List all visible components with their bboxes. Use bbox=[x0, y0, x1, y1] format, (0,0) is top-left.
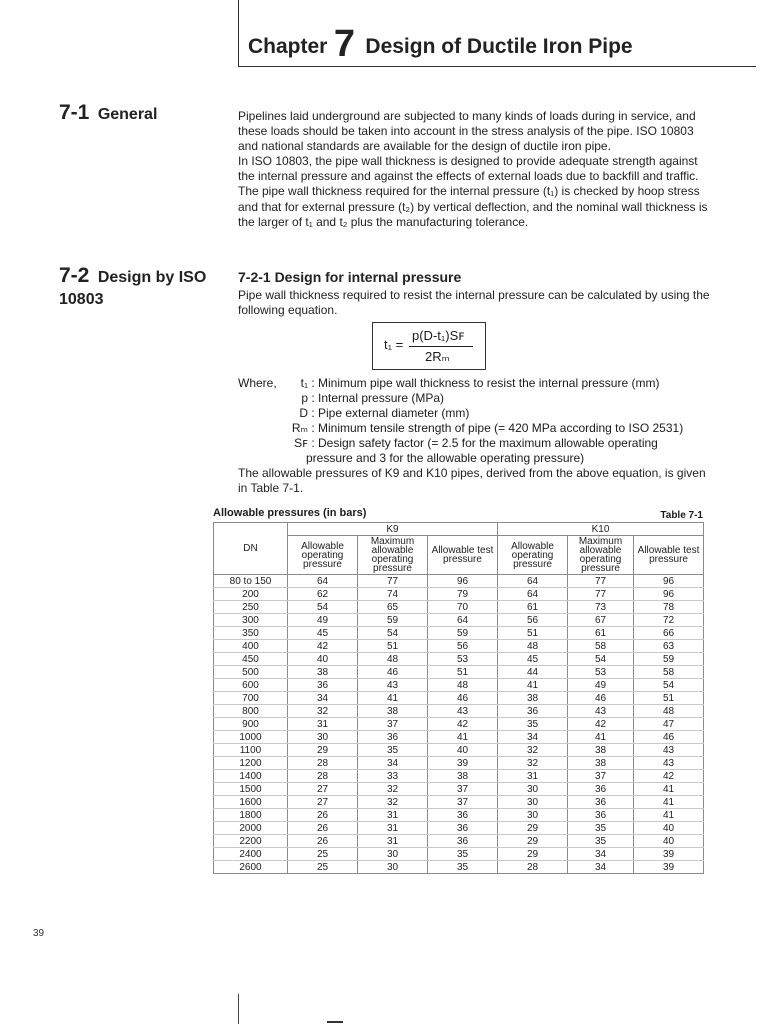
pressure-cell: 34 bbox=[568, 848, 634, 861]
pressure-cell: 96 bbox=[634, 575, 704, 588]
dn-cell: 80 to 150 bbox=[214, 575, 288, 588]
table-label: Table 7-1 bbox=[660, 510, 703, 521]
section-number: 7-2 bbox=[59, 264, 90, 287]
definition-text: Pipe external diameter (mm) bbox=[318, 406, 470, 421]
pressure-cell: 54 bbox=[568, 653, 634, 666]
definition-continuation: pressure and 3 for the allowable operating pressure) bbox=[306, 451, 585, 466]
pressure-cell: 34 bbox=[358, 757, 428, 770]
dn-cell: 400 bbox=[214, 640, 288, 653]
table-row bbox=[214, 653, 704, 666]
pressure-cell: 34 bbox=[498, 731, 568, 744]
pressure-cell: 38 bbox=[568, 757, 634, 770]
pressure-cell: 78 bbox=[634, 601, 704, 614]
section-number: 7-1 bbox=[59, 101, 90, 124]
table-row bbox=[214, 679, 704, 692]
pressure-cell: 38 bbox=[358, 705, 428, 718]
dn-cell: 600 bbox=[214, 679, 288, 692]
table-row bbox=[214, 705, 704, 718]
pressure-cell: 27 bbox=[288, 796, 358, 809]
section-title: General bbox=[97, 106, 158, 123]
dn-cell: 1800 bbox=[214, 809, 288, 822]
pressure-cell: 30 bbox=[498, 796, 568, 809]
pressure-cell: 36 bbox=[358, 731, 428, 744]
pressure-cell: 64 bbox=[498, 588, 568, 601]
table-row bbox=[214, 770, 704, 783]
pressure-cell: 25 bbox=[288, 861, 358, 874]
header-horizontal-rule bbox=[238, 66, 756, 67]
pressure-cell: 36 bbox=[428, 835, 498, 848]
pressure-cell: 32 bbox=[358, 796, 428, 809]
pressure-cell: 42 bbox=[288, 640, 358, 653]
pressure-cell: 30 bbox=[288, 731, 358, 744]
pressure-cell: 44 bbox=[498, 666, 568, 679]
page-number: 39 bbox=[33, 928, 45, 939]
pressure-cell: 38 bbox=[568, 744, 634, 757]
pressure-cell: 40 bbox=[634, 822, 704, 835]
pressure-cell: 43 bbox=[428, 705, 498, 718]
dn-cell: 1200 bbox=[214, 757, 288, 770]
dn-cell: 900 bbox=[214, 718, 288, 731]
pressure-cell: 43 bbox=[634, 757, 704, 770]
general-text bbox=[238, 109, 713, 230]
dn-cell: 2600 bbox=[214, 861, 288, 874]
formula-numerator: p(D-t₁)Sꜰ bbox=[412, 328, 465, 343]
definition-text: Minimum pipe wall thickness to resist the internal pressure (mm) bbox=[318, 376, 660, 390]
pressure-cell: 35 bbox=[428, 848, 498, 861]
pressure-cell: 53 bbox=[428, 653, 498, 666]
pressure-cell: 43 bbox=[568, 705, 634, 718]
pressure-cell: 35 bbox=[568, 835, 634, 848]
pressure-cell: 61 bbox=[568, 627, 634, 640]
pressure-cell: 31 bbox=[358, 809, 428, 822]
pressure-cell: 53 bbox=[568, 666, 634, 679]
pressure-cell: 51 bbox=[498, 627, 568, 640]
chapter-title bbox=[248, 22, 633, 65]
pressure-cell: 46 bbox=[428, 692, 498, 705]
pressure-cell: 47 bbox=[634, 718, 704, 731]
subsection-intro: Pipe wall thickness required to resist the internal pressure can be calculated by using the following equation. bbox=[238, 288, 710, 318]
pressure-cell: 41 bbox=[634, 809, 704, 822]
pressure-cell: 51 bbox=[358, 640, 428, 653]
pressure-cell: 28 bbox=[498, 861, 568, 874]
pressure-cell: 41 bbox=[428, 731, 498, 744]
pressure-cell: 41 bbox=[498, 679, 568, 692]
pressure-cell: 48 bbox=[358, 653, 428, 666]
pressure-cell: 39 bbox=[634, 848, 704, 861]
group-header-k9: K9 bbox=[288, 523, 498, 536]
where-label: Where, bbox=[238, 376, 277, 390]
formula-fraction-bar bbox=[409, 346, 473, 347]
pressure-cell: 30 bbox=[358, 861, 428, 874]
variable-definitions bbox=[238, 376, 718, 467]
pressure-cell: 66 bbox=[634, 627, 704, 640]
pressure-cell: 74 bbox=[358, 588, 428, 601]
general-paragraph: In ISO 10803, the pipe wall thickness is designed to provide adequate strength against the internal pressure and against the effects of external loads due to backfill and traffic. The pipe wall thickness required for the internal pressure (t₁) is checked by hoop stress and that for external pressure (t₂) by vertical deflection, and the nominal wall thickness is the larger of t₁ and t₂ plus the manufacturing tolerance. bbox=[238, 154, 708, 229]
pressure-cell: 34 bbox=[288, 692, 358, 705]
dn-cell: 700 bbox=[214, 692, 288, 705]
pressure-cell: 61 bbox=[498, 601, 568, 614]
pressure-cell: 33 bbox=[358, 770, 428, 783]
pressure-cell: 37 bbox=[428, 783, 498, 796]
pressure-cell: 30 bbox=[358, 848, 428, 861]
pressure-cell: 26 bbox=[288, 822, 358, 835]
pressure-cell: 48 bbox=[428, 679, 498, 692]
bottom-mark bbox=[327, 1021, 343, 1023]
dn-cell: 800 bbox=[214, 705, 288, 718]
group-header-k10: K10 bbox=[498, 523, 704, 536]
pressure-cell: 29 bbox=[498, 835, 568, 848]
table-row bbox=[214, 757, 704, 770]
pressure-cell: 77 bbox=[568, 575, 634, 588]
table-row bbox=[214, 796, 704, 809]
table-row bbox=[214, 809, 704, 822]
pressure-cell: 42 bbox=[568, 718, 634, 731]
general-paragraph: Pipelines laid underground are subjected to many kinds of loads during in service, and these loads should be taken into account in the stress analysis of the pipe. ISO 10803 and national standards are available for the design of ductile iron pipe. bbox=[238, 109, 696, 154]
chapter-word: Chapter bbox=[248, 35, 328, 58]
definition-row: p : Internal pressure (MPa) bbox=[238, 391, 718, 406]
pressure-cell: 30 bbox=[498, 809, 568, 822]
table-row bbox=[214, 614, 704, 627]
pressure-cell: 67 bbox=[568, 614, 634, 627]
pressure-cell: 36 bbox=[568, 783, 634, 796]
pressure-cell: 46 bbox=[568, 692, 634, 705]
column-header: Allowable test pressure bbox=[428, 536, 498, 575]
pressure-cell: 37 bbox=[568, 770, 634, 783]
allowable-pressure-table bbox=[213, 522, 704, 874]
pressure-cell: 54 bbox=[288, 601, 358, 614]
pressure-cell: 36 bbox=[428, 809, 498, 822]
column-header: Maximum allowable operating pressure bbox=[358, 536, 428, 575]
pressure-cell: 35 bbox=[358, 744, 428, 757]
pressure-cell: 25 bbox=[288, 848, 358, 861]
dn-cell: 300 bbox=[214, 614, 288, 627]
dn-cell: 1100 bbox=[214, 744, 288, 757]
pressure-cell: 36 bbox=[288, 679, 358, 692]
pressure-cell: 77 bbox=[568, 588, 634, 601]
pressure-cell: 49 bbox=[568, 679, 634, 692]
pressure-cell: 96 bbox=[634, 588, 704, 601]
pressure-cell: 51 bbox=[428, 666, 498, 679]
pressure-cell: 27 bbox=[288, 783, 358, 796]
pressure-cell: 36 bbox=[428, 822, 498, 835]
pressure-cell: 72 bbox=[634, 614, 704, 627]
definition-symbol: p bbox=[301, 391, 308, 406]
pressure-cell: 41 bbox=[634, 796, 704, 809]
pressure-cell: 31 bbox=[358, 822, 428, 835]
table-row bbox=[214, 601, 704, 614]
table-row bbox=[214, 666, 704, 679]
table-row bbox=[214, 692, 704, 705]
pressure-cell: 41 bbox=[568, 731, 634, 744]
pressure-cell: 37 bbox=[428, 796, 498, 809]
pressure-cell: 32 bbox=[358, 783, 428, 796]
pressure-cell: 51 bbox=[634, 692, 704, 705]
dn-cell: 1400 bbox=[214, 770, 288, 783]
pressure-cell: 59 bbox=[358, 614, 428, 627]
pressure-cell: 64 bbox=[288, 575, 358, 588]
bottom-rule bbox=[238, 994, 239, 1024]
pressure-cell: 42 bbox=[428, 718, 498, 731]
dn-cell: 2400 bbox=[214, 848, 288, 861]
pressure-cell: 39 bbox=[634, 861, 704, 874]
chapter-number: 7 bbox=[333, 23, 355, 65]
definition-row: Where, t₁ : Minimum pipe wall thickness to resist the internal pressure (mm) bbox=[238, 376, 718, 391]
pressure-cell: 45 bbox=[288, 627, 358, 640]
pressure-cell: 41 bbox=[358, 692, 428, 705]
table-row bbox=[214, 835, 704, 848]
definition-row: Rₘ : Minimum tensile strength of pipe (= 420 MPa according to ISO 2531) bbox=[238, 421, 718, 436]
definition-text: Internal pressure (MPa) bbox=[318, 391, 445, 406]
definition-symbol: Sꜰ bbox=[294, 436, 308, 451]
table-reference-text: The allowable pressures of K9 and K10 pipes, derived from the above equation, is given in Table 7-1. bbox=[238, 466, 706, 496]
pressure-cell: 77 bbox=[358, 575, 428, 588]
definition-symbol: D bbox=[299, 406, 308, 421]
pressure-cell: 37 bbox=[358, 718, 428, 731]
pressure-cell: 62 bbox=[288, 588, 358, 601]
dn-cell: 1500 bbox=[214, 783, 288, 796]
pressure-cell: 64 bbox=[498, 575, 568, 588]
pressure-cell: 32 bbox=[498, 744, 568, 757]
pressure-cell: 36 bbox=[568, 796, 634, 809]
dn-cell: 2000 bbox=[214, 822, 288, 835]
pressure-cell: 40 bbox=[634, 835, 704, 848]
pressure-cell: 49 bbox=[288, 614, 358, 627]
pressure-cell: 58 bbox=[634, 666, 704, 679]
pressure-cell: 39 bbox=[428, 757, 498, 770]
section-heading-general bbox=[59, 101, 157, 125]
column-header: Allowable operating pressure bbox=[288, 536, 358, 575]
pressure-cell: 65 bbox=[358, 601, 428, 614]
dn-cell: 1600 bbox=[214, 796, 288, 809]
table-row bbox=[214, 640, 704, 653]
dn-cell: 450 bbox=[214, 653, 288, 666]
pressure-cell: 63 bbox=[634, 640, 704, 653]
pressure-cell: 28 bbox=[288, 770, 358, 783]
definition-row: D : Pipe external diameter (mm) bbox=[238, 406, 718, 421]
pressure-cell: 26 bbox=[288, 809, 358, 822]
pressure-cell: 40 bbox=[288, 653, 358, 666]
pressure-cell: 46 bbox=[358, 666, 428, 679]
pressure-cell: 26 bbox=[288, 835, 358, 848]
dn-cell: 200 bbox=[214, 588, 288, 601]
subsection-title: 7-2-1 Design for internal pressure bbox=[238, 269, 462, 285]
dn-cell: 500 bbox=[214, 666, 288, 679]
dn-cell: 350 bbox=[214, 627, 288, 640]
pressure-cell: 36 bbox=[568, 809, 634, 822]
section-title-line2: 10803 bbox=[59, 291, 104, 308]
pressure-cell: 70 bbox=[428, 601, 498, 614]
pressure-cell: 58 bbox=[568, 640, 634, 653]
pressure-cell: 31 bbox=[498, 770, 568, 783]
definition-symbol: t₁ bbox=[300, 376, 308, 390]
table-caption: Allowable pressures (in bars) bbox=[213, 507, 367, 519]
pressure-cell: 59 bbox=[634, 653, 704, 666]
table-row bbox=[214, 861, 704, 874]
pressure-cell: 41 bbox=[634, 783, 704, 796]
pressure-cell: 42 bbox=[634, 770, 704, 783]
pressure-cell: 59 bbox=[428, 627, 498, 640]
pressure-cell: 56 bbox=[428, 640, 498, 653]
pressure-cell: 36 bbox=[498, 705, 568, 718]
pressure-cell: 35 bbox=[568, 822, 634, 835]
pressure-cell: 46 bbox=[634, 731, 704, 744]
pressure-cell: 29 bbox=[498, 822, 568, 835]
pressure-cell: 34 bbox=[568, 861, 634, 874]
table-row bbox=[214, 627, 704, 640]
pressure-cell: 30 bbox=[498, 783, 568, 796]
table-row bbox=[214, 822, 704, 835]
table-row bbox=[214, 575, 704, 588]
pressure-cell: 31 bbox=[358, 835, 428, 848]
header-vertical-rule bbox=[238, 0, 239, 67]
section-title: Design by ISO bbox=[97, 269, 207, 286]
pressure-cell: 32 bbox=[498, 757, 568, 770]
section-heading-design bbox=[59, 265, 206, 311]
pressure-cell: 48 bbox=[498, 640, 568, 653]
column-header: Allowable operating pressure bbox=[498, 536, 568, 575]
pressure-cell: 29 bbox=[288, 744, 358, 757]
pressure-cell: 54 bbox=[634, 679, 704, 692]
column-header: Maximum allowable operating pressure bbox=[568, 536, 634, 575]
pressure-cell: 45 bbox=[498, 653, 568, 666]
pressure-cell: 54 bbox=[358, 627, 428, 640]
table-row bbox=[214, 744, 704, 757]
table-body bbox=[214, 575, 704, 874]
pressure-cell: 28 bbox=[288, 757, 358, 770]
pressure-cell: 40 bbox=[428, 744, 498, 757]
formula-lhs: t₁ = bbox=[384, 337, 404, 352]
pressure-cell: 32 bbox=[288, 705, 358, 718]
table-row bbox=[214, 588, 704, 601]
pressure-cell: 35 bbox=[428, 861, 498, 874]
dn-cell: 2200 bbox=[214, 835, 288, 848]
pressure-cell: 73 bbox=[568, 601, 634, 614]
definition-row: Sꜰ : Design safety factor (= 2.5 for the maximum allowable operating bbox=[238, 436, 718, 451]
pressure-cell: 43 bbox=[634, 744, 704, 757]
pressure-cell: 48 bbox=[634, 705, 704, 718]
chapter-name: Design of Ductile Iron Pipe bbox=[365, 35, 633, 58]
table-row bbox=[214, 731, 704, 744]
definition-text: Minimum tensile strength of pipe (= 420 MPa according to ISO 2531) bbox=[318, 421, 684, 436]
pressure-cell: 96 bbox=[428, 575, 498, 588]
pressure-cell: 38 bbox=[428, 770, 498, 783]
pressure-cell: 29 bbox=[498, 848, 568, 861]
dn-cell: 1000 bbox=[214, 731, 288, 744]
pressure-cell: 79 bbox=[428, 588, 498, 601]
formula-denominator: 2Rₘ bbox=[425, 349, 450, 364]
pressure-cell: 31 bbox=[288, 718, 358, 731]
table-row bbox=[214, 783, 704, 796]
pressure-cell: 38 bbox=[498, 692, 568, 705]
definition-text: Design safety factor (= 2.5 for the maximum allowable operating bbox=[318, 436, 658, 451]
dn-header: DN bbox=[214, 523, 288, 575]
pressure-cell: 38 bbox=[288, 666, 358, 679]
dn-cell: 250 bbox=[214, 601, 288, 614]
pressure-cell: 56 bbox=[498, 614, 568, 627]
pressure-cell: 35 bbox=[498, 718, 568, 731]
table-row bbox=[214, 718, 704, 731]
pressure-cell: 43 bbox=[358, 679, 428, 692]
table-row bbox=[214, 848, 704, 861]
pressure-cell: 64 bbox=[428, 614, 498, 627]
definition-symbol: Rₘ bbox=[291, 421, 308, 436]
column-header: Allowable test pressure bbox=[634, 536, 704, 575]
